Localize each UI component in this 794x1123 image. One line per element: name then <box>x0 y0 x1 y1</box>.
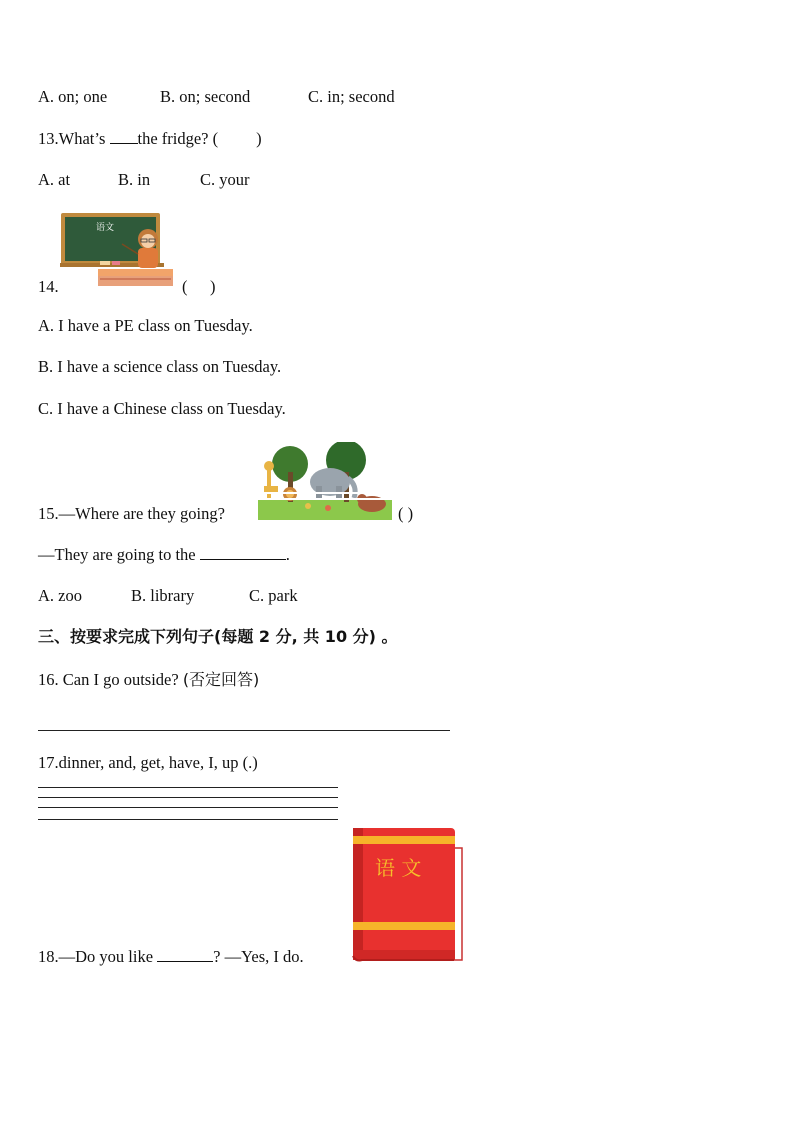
q17-question: 17.dinner, and, get, have, I, up (.) <box>38 753 258 772</box>
q15-paren: ( ) <box>398 504 414 523</box>
q14-number: 14. <box>38 277 59 296</box>
q15-question: 15.—Where are they going? <box>38 504 225 523</box>
q13-prefix: 13.What’s <box>38 129 110 148</box>
q14-option-c: C. I have a Chinese class on Tuesday. <box>38 399 286 418</box>
q12-option-c: C. in; second <box>308 87 395 106</box>
q13-paren-close: ) <box>256 129 262 148</box>
q13-option-c: C. your <box>200 170 250 189</box>
q15-option-c: C. park <box>249 586 298 605</box>
board-text: 语文 <box>96 223 115 233</box>
q14-paren-open: ( <box>182 277 188 296</box>
q18-prefix: 18.—Do you like <box>38 947 158 966</box>
q18-suffix: ? —Yes, I do. <box>213 947 304 966</box>
q14-paren-close: ) <box>210 277 216 296</box>
book-title: 语 文 <box>375 856 422 880</box>
q13-question <box>38 129 262 149</box>
zoo-animals-image <box>258 442 394 522</box>
q12-option-b: B. on; second <box>160 87 251 106</box>
q16-text-en: 16. Can I go outside? <box>38 670 183 689</box>
q18-blank <box>157 947 213 962</box>
q13-blank <box>110 129 138 144</box>
section3-heading: 三、按要求完成下列句子(每题 2 分, 共 10 分) 。 <box>38 627 398 646</box>
teacher-blackboard-image <box>60 212 176 288</box>
q14-option-b: B. I have a science class on Tuesday. <box>38 357 282 376</box>
q13-option-a: A. at <box>38 170 71 189</box>
q16-text-cn: (否定回答) <box>182 670 260 689</box>
q15-answer-prefix: —They are going to the <box>38 545 200 564</box>
q16-question <box>38 670 259 690</box>
q17-writing-line-2[interactable] <box>38 797 338 798</box>
q17-writing-line-4[interactable] <box>38 819 338 820</box>
q15-blank <box>200 545 286 560</box>
chinese-book-image <box>350 826 466 964</box>
q17-writing-line-1[interactable] <box>38 787 338 788</box>
q15-answer-suffix: . <box>285 545 290 564</box>
q15-option-a: A. zoo <box>38 586 82 605</box>
q16-answer-line[interactable] <box>38 730 450 731</box>
q15-answer <box>38 545 290 565</box>
q18-question <box>38 947 304 967</box>
q12-option-a: A. on; one <box>38 87 108 106</box>
q14-option-a: A. I have a PE class on Tuesday. <box>38 316 253 335</box>
q13-suffix: the fridge? ( <box>137 129 219 148</box>
q17-writing-line-3[interactable] <box>38 807 338 808</box>
q15-option-b: B. library <box>131 586 195 605</box>
q13-option-b: B. in <box>118 170 151 189</box>
